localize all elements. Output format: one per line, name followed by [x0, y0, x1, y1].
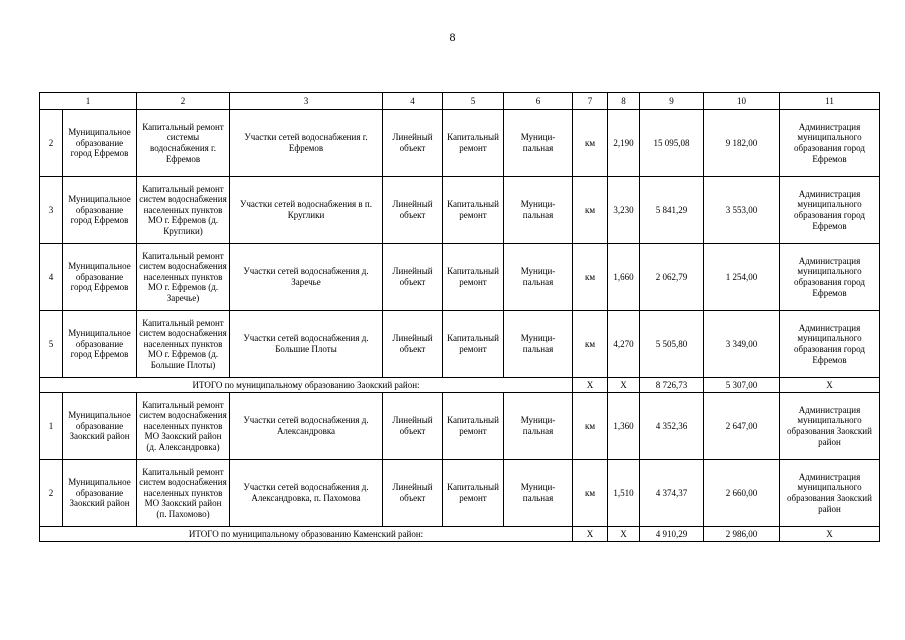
work-name-cell: Капитальный ремонт системы водоснабжения г. Ефремов — [137, 110, 230, 177]
unit-cell: км — [573, 311, 608, 378]
column-number-2: 2 — [137, 93, 230, 110]
total-cost-cell: 5 841,29 — [640, 177, 704, 244]
work-kind-cell: Капитальный ремонт — [443, 393, 504, 460]
total-cost-cell: 2 062,79 — [640, 244, 704, 311]
unit-cell: км — [573, 393, 608, 460]
work-name-cell: Капитальный ремонт систем водоснабжения населенных пунктов МО Заокский район (п. Пахомово) — [137, 460, 230, 527]
total-row — [40, 378, 880, 393]
total-sum: 8 726,73 — [640, 378, 704, 393]
total-unit: Х — [573, 527, 608, 542]
total-label: ИТОГО по муниципальному образованию Заокский район: — [40, 378, 573, 393]
table-row — [40, 177, 880, 244]
work-name-cell: Капитальный ремонт систем водоснабжения населенных пунктов МО г. Ефремов (д. Большие Плоты) — [137, 311, 230, 378]
column-number-6: 6 — [504, 93, 573, 110]
ownership-cell: Муници-пальная — [504, 460, 573, 527]
object-type-cell: Линейный объект — [383, 244, 443, 311]
object-cell: Участки сетей водоснабжения в п. Круглики — [230, 177, 383, 244]
work-kind-cell: Капитальный ремонт — [443, 460, 504, 527]
object-type-cell: Линейный объект — [383, 393, 443, 460]
ownership-cell: Муници-пальная — [504, 311, 573, 378]
page-number: 8 — [449, 30, 456, 44]
work-name-cell: Капитальный ремонт систем водоснабжения населенных пунктов МО г. Ефремов (д. Круглики) — [137, 177, 230, 244]
unit-cell: км — [573, 460, 608, 527]
row-number: 2 — [40, 460, 63, 527]
work-kind-cell: Капитальный ремонт — [443, 177, 504, 244]
object-type-cell: Линейный объект — [383, 177, 443, 244]
municipality-cell: Муниципальное образование Заокский район — [63, 393, 137, 460]
object-cell: Участки сетей водоснабжения д. Александровка — [230, 393, 383, 460]
column-number-5: 5 — [443, 93, 504, 110]
object-cell: Участки сетей водоснабжения д. Заречье — [230, 244, 383, 311]
total-row — [40, 527, 880, 542]
table-row — [40, 244, 880, 311]
municipality-cell: Муниципальное образование город Ефремов — [63, 311, 137, 378]
column-number-10: 10 — [704, 93, 780, 110]
ownership-cell: Муници-пальная — [504, 110, 573, 177]
length-cell: 2,190 — [608, 110, 640, 177]
total-length: Х — [608, 378, 640, 393]
unit-cell: км — [573, 110, 608, 177]
amount-cell: 1 254,00 — [704, 244, 780, 311]
municipality-cell: Муниципальное образование город Ефремов — [63, 177, 137, 244]
column-number-row — [40, 93, 880, 110]
object-cell: Участки сетей водоснабжения д. Александровка, п. Пахомова — [230, 460, 383, 527]
customer-cell: Администрация муниципального образования город Ефремов — [780, 244, 880, 311]
unit-cell: км — [573, 177, 608, 244]
length-cell: 3,230 — [608, 177, 640, 244]
unit-cell: км — [573, 244, 608, 311]
work-name-cell: Капитальный ремонт систем водоснабжения населенных пунктов МО г. Ефремов (д. Заречье) — [137, 244, 230, 311]
total-customer: Х — [780, 378, 880, 393]
total-cost-cell: 15 095,08 — [640, 110, 704, 177]
length-cell: 1,660 — [608, 244, 640, 311]
customer-cell: Администрация муниципального образования город Ефремов — [780, 177, 880, 244]
row-number: 2 — [40, 110, 63, 177]
length-cell: 1,510 — [608, 460, 640, 527]
column-number-11: 11 — [780, 93, 880, 110]
customer-cell: Администрация муниципального образования город Ефремов — [780, 110, 880, 177]
total-length: Х — [608, 527, 640, 542]
total-unit: Х — [573, 378, 608, 393]
table-row — [40, 460, 880, 527]
program-table — [39, 92, 880, 542]
table-row — [40, 110, 880, 177]
amount-cell: 9 182,00 — [704, 110, 780, 177]
work-kind-cell: Капитальный ремонт — [443, 110, 504, 177]
ownership-cell: Муници-пальная — [504, 177, 573, 244]
row-number: 1 — [40, 393, 63, 460]
ownership-cell: Муници-пальная — [504, 244, 573, 311]
column-number-9: 9 — [640, 93, 704, 110]
object-cell: Участки сетей водоснабжения д. Большие Плоты — [230, 311, 383, 378]
amount-cell: 3 349,00 — [704, 311, 780, 378]
object-type-cell: Линейный объект — [383, 311, 443, 378]
total-amount: 5 307,00 — [704, 378, 780, 393]
total-cost-cell: 5 505,80 — [640, 311, 704, 378]
length-cell: 4,270 — [608, 311, 640, 378]
work-kind-cell: Капитальный ремонт — [443, 244, 504, 311]
total-cost-cell: 4 374,37 — [640, 460, 704, 527]
total-sum: 4 910,29 — [640, 527, 704, 542]
table-row — [40, 311, 880, 378]
row-number: 4 — [40, 244, 63, 311]
total-customer: Х — [780, 527, 880, 542]
customer-cell: Администрация муниципального образования Заокский район — [780, 460, 880, 527]
ownership-cell: Муници-пальная — [504, 393, 573, 460]
column-number-4: 4 — [383, 93, 443, 110]
column-number-8: 8 — [608, 93, 640, 110]
column-number-3: 3 — [230, 93, 383, 110]
object-type-cell: Линейный объект — [383, 460, 443, 527]
amount-cell: 3 553,00 — [704, 177, 780, 244]
row-number: 3 — [40, 177, 63, 244]
row-number: 5 — [40, 311, 63, 378]
amount-cell: 2 660,00 — [704, 460, 780, 527]
total-label: ИТОГО по муниципальному образованию Каменский район: — [40, 527, 573, 542]
work-kind-cell: Капитальный ремонт — [443, 311, 504, 378]
municipality-cell: Муниципальное образование Заокский район — [63, 460, 137, 527]
customer-cell: Администрация муниципального образования Заокский район — [780, 393, 880, 460]
length-cell: 1,360 — [608, 393, 640, 460]
municipality-cell: Муниципальное образование город Ефремов — [63, 110, 137, 177]
total-amount: 2 986,00 — [704, 527, 780, 542]
object-type-cell: Линейный объект — [383, 110, 443, 177]
column-number-7: 7 — [573, 93, 608, 110]
table-row — [40, 393, 880, 460]
municipality-cell: Муниципальное образование город Ефремов — [63, 244, 137, 311]
amount-cell: 2 647,00 — [704, 393, 780, 460]
customer-cell: Администрация муниципального образования город Ефремов — [780, 311, 880, 378]
object-cell: Участки сетей водоснабжения г. Ефремов — [230, 110, 383, 177]
total-cost-cell: 4 352,36 — [640, 393, 704, 460]
work-name-cell: Капитальный ремонт систем водоснабжения населенных пунктов МО Заокский район (д. Александровка) — [137, 393, 230, 460]
column-number-1: 1 — [40, 93, 137, 110]
